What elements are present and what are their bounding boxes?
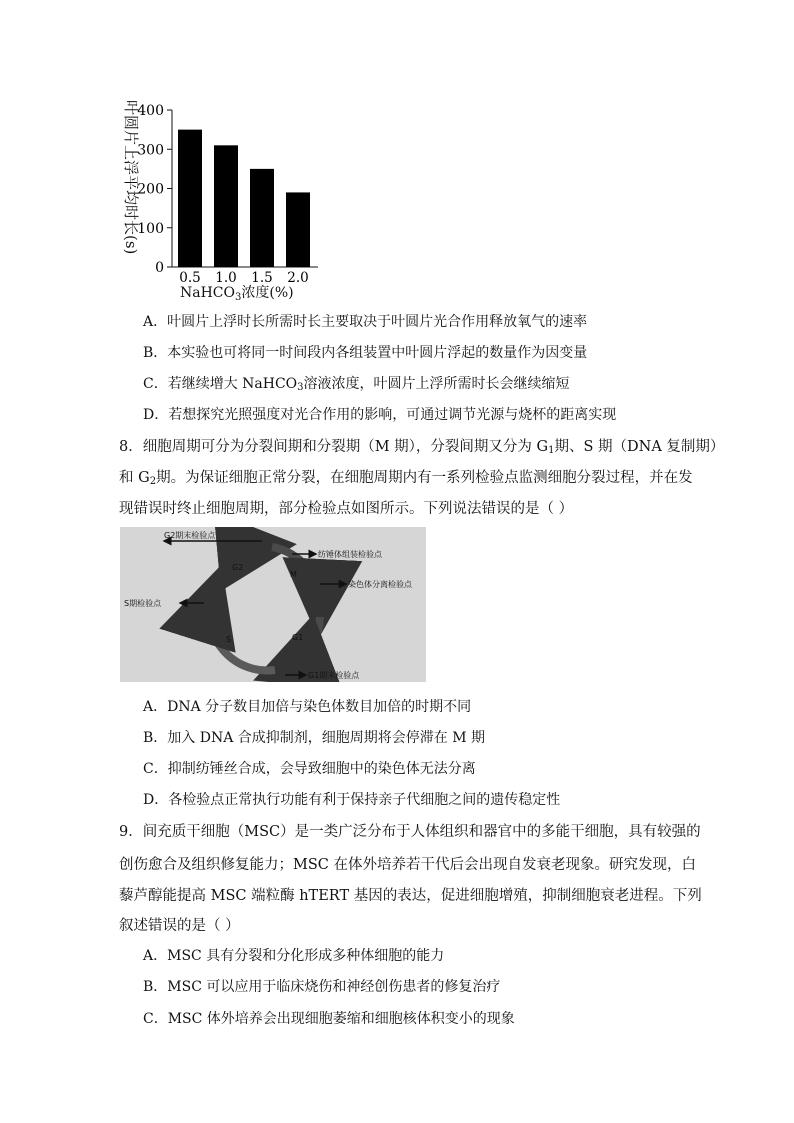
x-tick-label: 1.0 <box>215 270 237 286</box>
q9-stem-line-2: 创伤愈合及组织修复能力；MSC 在体外培养若干代后会出现自发衰老现象。研究发现，白 <box>119 857 696 873</box>
q9-stem-line-4: 叙述错误的是（ ） <box>119 918 240 934</box>
q7-option-a: A．叶圆片上浮时长所需时长主要取决于叶圆片光合作用释放氧气的速率 <box>143 314 588 330</box>
spindle-checkpoint-label: 纺锤体组装检验点 <box>318 550 382 559</box>
bar <box>178 130 202 267</box>
q7-option-d: D．若想探究光照强度对光合作用的影响，可通过调节光源与烧杯的距离实现 <box>143 407 617 423</box>
q9-stem-line-3: 藜芦醇能提高 MSC 端粒酶 hTERT 基因的表达，促进细胞增殖，抑制细胞衰老进程。下列 <box>119 888 702 904</box>
cycle-arc-s <box>209 595 275 671</box>
y-tick-label: 300 <box>137 142 164 159</box>
q8-option-a: A．DNA 分子数目加倍与染色体数目加倍的时期不同 <box>143 699 472 715</box>
q8-stem-line-1: 8．细胞周期可分为分裂间期和分裂期（M 期），分裂间期又分为 $G_1$期、S 期（DNA 复制期） <box>119 439 725 456</box>
separation-checkpoint-label: 染色体分离检验点 <box>348 580 412 589</box>
y-tick-label: 0 <box>155 260 164 276</box>
q8-option-d: D．各检验点正常执行功能有利于保持亲子代细胞之间的遗传稳定性 <box>143 792 561 808</box>
phase-m-label: M <box>290 570 297 579</box>
q9-option-a: A．MSC 具有分裂和分化形成多种体细胞的能力 <box>143 948 445 964</box>
y-tick-label: 400 <box>137 103 164 119</box>
y-tick-labels <box>137 103 172 276</box>
bars <box>178 130 310 267</box>
q8-stem-line-3: 现错误时终止细胞周期，部分检验点如图所示。下列说法错误的是（ ） <box>119 501 574 517</box>
g1-checkpoint-label: G1期末检验点 <box>308 671 360 680</box>
bar-chart <box>112 96 332 306</box>
bar <box>286 192 310 267</box>
y-tick-label: 200 <box>137 181 164 198</box>
cycle-arc-g1 <box>283 617 320 669</box>
x-axis-label: NaHCO$_3$浓度(%) <box>180 285 294 303</box>
x-tick-label: 1.5 <box>251 270 273 286</box>
q8-option-b: B．加入 DNA 合成抑制剂，细胞周期将会停滞在 M 期 <box>143 730 486 746</box>
g2-checkpoint-label: G2期末检验点 <box>164 531 216 540</box>
y-axis-label: 叶圆片上浮平均时长(s) <box>122 100 140 255</box>
phase-g1-label: G1 <box>292 633 304 642</box>
s-checkpoint-label: S期检验点 <box>124 599 162 608</box>
q8-stem-line-2: 和 $G_2$期。为保证细胞正常分裂，在细胞周期内有一系列检验点监测细胞分裂过程，并在发 <box>119 470 693 487</box>
x-tick-labels <box>179 270 308 286</box>
phase-s-label: S <box>226 635 232 644</box>
bar <box>214 145 238 267</box>
x-tick-label: 0.5 <box>179 270 201 286</box>
q9-option-b: B．MSC 可以应用于临床烧伤和神经创伤患者的修复治疗 <box>143 979 501 995</box>
q8-option-c: C．抑制纺锤丝合成，会导致细胞中的染色体无法分离 <box>143 761 476 777</box>
cell-cycle-figure <box>120 527 426 682</box>
q9-stem-line-1: 9．间充质干细胞（MSC）是一类广泛分布于人体组织和器官中的多能干细胞，具有较强的 <box>119 824 701 840</box>
y-tick-label: 100 <box>137 220 164 237</box>
q7-option-b: B．本实验也可将同一时间段内各组装置中叶圆片浮起的数量作为因变量 <box>143 345 588 361</box>
phase-g2-label: G2 <box>232 563 244 572</box>
bar <box>250 169 274 267</box>
x-tick-label: 2.0 <box>287 270 309 286</box>
q7-option-c: C．若继续增大 NaHCO$_3$溶液浓度，叶圆片上浮所需时长会继续缩短 <box>143 376 570 393</box>
q9-option-c: C．MSC 体外培养会出现细胞萎缩和细胞核体积变小的现象 <box>143 1011 515 1027</box>
